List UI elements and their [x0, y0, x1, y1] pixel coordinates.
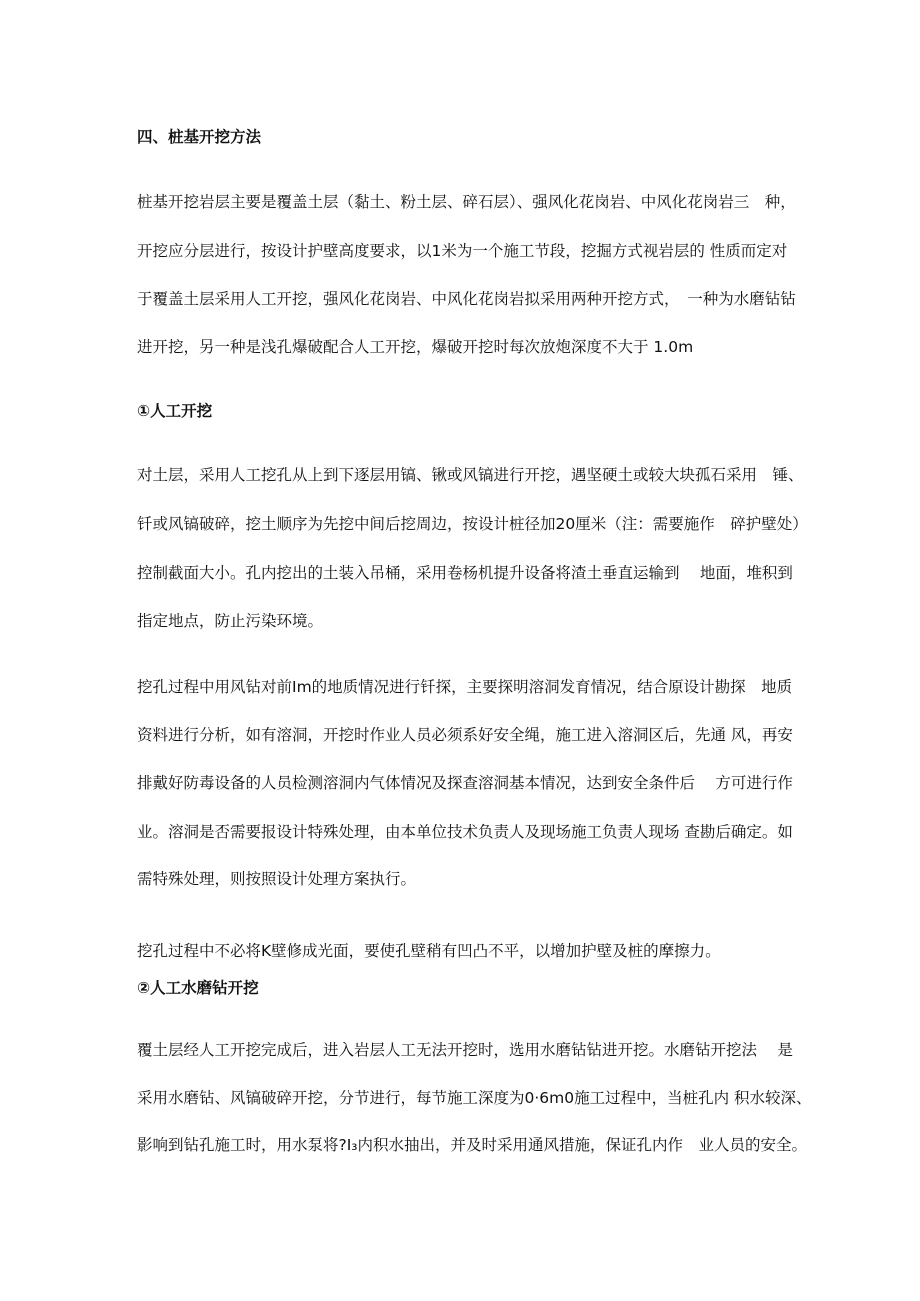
paragraph-line: 于覆盖土层采用人工开挖，强风化花岗岩、中风化花岗岩拟采用两种开挖方式， 一种为水磨钻钻	[137, 290, 796, 308]
paragraph-line: 影响到钻孔施工时，用水泵将?I₃内积水抽出，并及时采用通风措施，保证孔内作 业人员的安全。	[137, 1136, 808, 1154]
paragraph-line: 排戴好防毒设备的人员检测溶洞内气体情况及探查溶洞基本情况，达到安全条件后 方可进行作	[137, 774, 793, 792]
paragraph-line: 采用水磨钻、风镐破碎开挖，分节进行，每节施工深度为0·6m0施工过程中，当桩孔内 积水较深、	[137, 1089, 812, 1107]
section-title: 四、桩基开挖方法	[137, 128, 262, 146]
paragraph-line: 覆土层经人工开挖完成后，进入岩层人工无法开挖时，选用水磨钻钻进开挖。水磨钻开挖法 是	[137, 1041, 793, 1059]
paragraph-line: 控制截面大小。孔内挖出的土装入吊桶，采用卷杨机提升设备将渣土垂直运输到 地面，堆积到	[137, 564, 793, 582]
paragraph-line: 桩基开挖岩层主要是覆盖土层（黏土、粉土层、碎石层）、强风化花岗岩、中风化花岗岩三 种，	[137, 193, 796, 211]
paragraph-line: 钎或风镐破碎，挖土顺序为先挖中间后挖周边，按设计桩径加20厘米（注：需要施作 碎护壁处）	[137, 515, 808, 533]
subsection-title: ①人工开挖	[137, 402, 213, 420]
subsection-title: ②人工水磨钻开挖	[137, 979, 259, 997]
paragraph-line: 指定地点，防止污染环境。	[137, 612, 324, 630]
paragraph-line: 进开挖，另一种是浅孔爆破配合人工开挖，爆破开挖时每次放炮深度不大于 1.0m	[137, 338, 694, 356]
paragraph-line: 开挖应分层进行，按设计护壁高度要求，以1米为一个施工节段，挖掘方式视岩层的 性质而定对	[137, 242, 788, 260]
paragraph-line: 对土层，采用人工挖孔从上到下逐层用镐、锹或风镐进行开挖，遇坚硬土或较大块孤石采用 锤、	[137, 466, 804, 484]
paragraph-line: 资料进行分析，如有溶洞，开挖时作业人员必须系好安全绳，施工进入溶洞区后，先通 风，再安	[137, 726, 793, 744]
paragraph-line: 业。溶洞是否需要报设计特殊处理，由本单位技术负责人及现场施工负责人现场 查勘后确定。如	[137, 823, 793, 841]
paragraph-line: 挖孔过程中用风钻对前Im的地质情况进行钎探，主要探明溶洞发育情况，结合原设计勘探 地质	[137, 678, 793, 696]
paragraph-line: 需特殊处理，则按照设计处理方案执行。	[137, 870, 417, 888]
paragraph-line: 挖孔过程中不必将K壁修成光面，要使孔壁稍有凹凸不平，以增加护壁及桩的摩擦力。	[137, 942, 721, 960]
